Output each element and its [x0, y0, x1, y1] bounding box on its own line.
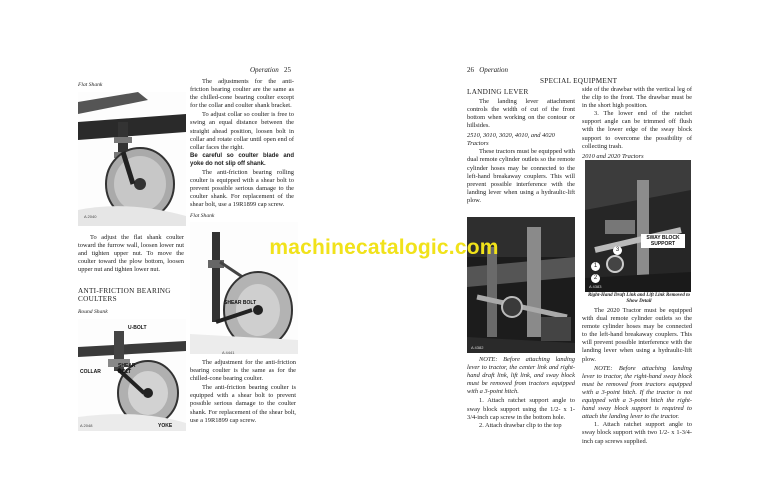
page-header-left — [250, 66, 291, 74]
photo-caption: Right-Hand Draft Link and Lift Link Removed to Show Detail — [587, 293, 691, 304]
paragraph: The anti-friction bearing coulter is equipped with a shear bolt to prevent possible serious damage to the coulter shank. For replacement of the shear bolt, use a 19R1899 cap screw. — [190, 384, 296, 424]
section-heading — [78, 287, 171, 303]
paragraph: The anti-friction bearing rolling coulter is equipped with a shear bolt to prevent possible serious damage to the coulter shank. For replacement of the shear bolt, use a 19R1899 cap screw. — [190, 169, 294, 209]
paragraph: These tractors must be equipped with dual remote cylinder outlets so the remote cylinder hoses may be connected to the left-hand breakaway couplers. This will prevent possible interference with the landing lever when using a hydraulic-lift plow. — [467, 148, 575, 204]
paragraph: 2. Attach drawbar clip to the top — [479, 421, 562, 429]
photo-round-shank-coulter — [78, 319, 186, 431]
figure-caption: Flat Shank — [190, 213, 215, 219]
photo-label: SHEAR BOLT — [224, 300, 257, 306]
note-paragraph: NOTE: Before attaching landing lever to tractor, the right-hand sway block must be removed from tractors equipped with a 3-point hitch. If the tractor is not equipped with a 3-point hitch the right-hand sway block support is required to attach the landing lever to the tractor. — [582, 364, 692, 421]
photo-label: SHEAR BOLT — [118, 363, 136, 375]
photo-label: U-BOLT — [128, 325, 147, 331]
paragraph: side of the drawbar with the vertical leg of the clip to the front. The drawbar must be in the short high position. — [582, 86, 692, 110]
figure-id: A 4382 — [471, 345, 484, 350]
paragraph: The landing lever attachment controls the width of cut of the front bottom when working on the contour or hillsides. — [467, 98, 575, 130]
warning-text: Be careful so coulter blade and yoke do not slip off shank. — [190, 152, 294, 167]
callout-2: 2 — [591, 274, 600, 283]
photo-label: YOKE — [158, 423, 173, 429]
tractors-heading-line: Tractors — [467, 140, 489, 148]
tractors-heading-2010: 2010 and 2020 Tractors — [582, 152, 644, 160]
section-heading-line: COULTERS — [78, 295, 117, 303]
figure-id: A 4383 — [589, 284, 602, 289]
paragraph: 3. The lower end of the ratchet support angle can be trimmed off flush with the lower edge of the sway block support to overcome the possibility of collecting trash. — [582, 110, 692, 150]
paragraph: 1. Attach ratchet support angle to sway block support using the 1/2- x 1-3/4-inch cap screw in the bottom hole. — [467, 397, 575, 421]
watermark: machinecatalogic.com — [269, 236, 499, 259]
figure-caption: Flat Shank — [78, 82, 103, 88]
page-number: 26 — [467, 66, 474, 74]
callout-3: 3 — [613, 246, 622, 255]
callout-1: 1 — [591, 262, 600, 271]
header-title: Operation — [479, 66, 509, 74]
text-column-right-top — [190, 78, 294, 210]
text-column-1 — [467, 88, 575, 205]
paragraph: 1. Attach ratchet support angle to sway block support with two 1/2- x 1-3/4-inch cap screws supplied. — [582, 421, 692, 445]
paragraph: The 2020 Tractor must be equipped with dual remote cylinder outlets so the remote cylinder hoses may be connected to the left-hand breakaway couplers. This will prevent possible interference with the landing lever when using a hydraulic-lift plow. — [582, 307, 692, 363]
figure-id: A 2040 — [84, 214, 97, 219]
photo-sway-block-support — [585, 160, 691, 292]
note-paragraph: NOTE: Before attaching landing lever to tractor, the center link and right-hand draft link, lift link, and sway block must be removed from tractors equipped with a 3-point hitch. — [467, 356, 575, 396]
photo-label: COLLAR — [80, 369, 101, 375]
figure-id: A 4441 — [222, 350, 235, 354]
text-column-1-bottom — [467, 356, 575, 430]
text-column-2-bottom — [582, 307, 692, 446]
photo-label: SWAY BLOCK SUPPORT — [641, 234, 685, 248]
paragraph: The adjustments for the anti-friction bearing coulter are the same as the chilled-cone bearing coulter except for the collar and coulter shank bracket. — [190, 78, 294, 110]
paragraph: The adjustment for the anti-friction bearing coulter is the same as for the chilled-cone bearing coulter. — [190, 359, 296, 383]
tractors-heading — [467, 132, 575, 148]
photo-flat-shank-coulter — [78, 92, 186, 226]
header-title: Operation — [250, 66, 279, 74]
page-header-right — [467, 66, 508, 74]
landing-lever-heading: LANDING LEVER — [467, 88, 529, 96]
text-column-2 — [582, 86, 692, 160]
figure-id: A 2048 — [80, 423, 93, 428]
figure-caption: Round Shank — [78, 309, 108, 315]
special-equipment-heading: SPECIAL EQUIPMENT — [540, 77, 618, 85]
paragraph: To adjust collar so coulter is free to swing an equal distance between the straight ahead position, loosen bolt in collar and rotate collar until open end of collar faces the right. — [190, 111, 294, 151]
page-number: 25 — [284, 66, 292, 74]
text-column-right-bottom — [190, 359, 296, 425]
paragraph: To adjust the flat shank coulter toward the furrow wall, loosen lower nut and tighten upper nut. To move the coulter toward the plow bottom, loosen upper nut and tighten lower nut. — [78, 234, 184, 274]
section-heading-line: ANTI-FRICTION BEARING — [78, 287, 171, 295]
tractors-heading-line: 2510, 3010, 3020, 4010, and 4020 — [467, 132, 555, 140]
